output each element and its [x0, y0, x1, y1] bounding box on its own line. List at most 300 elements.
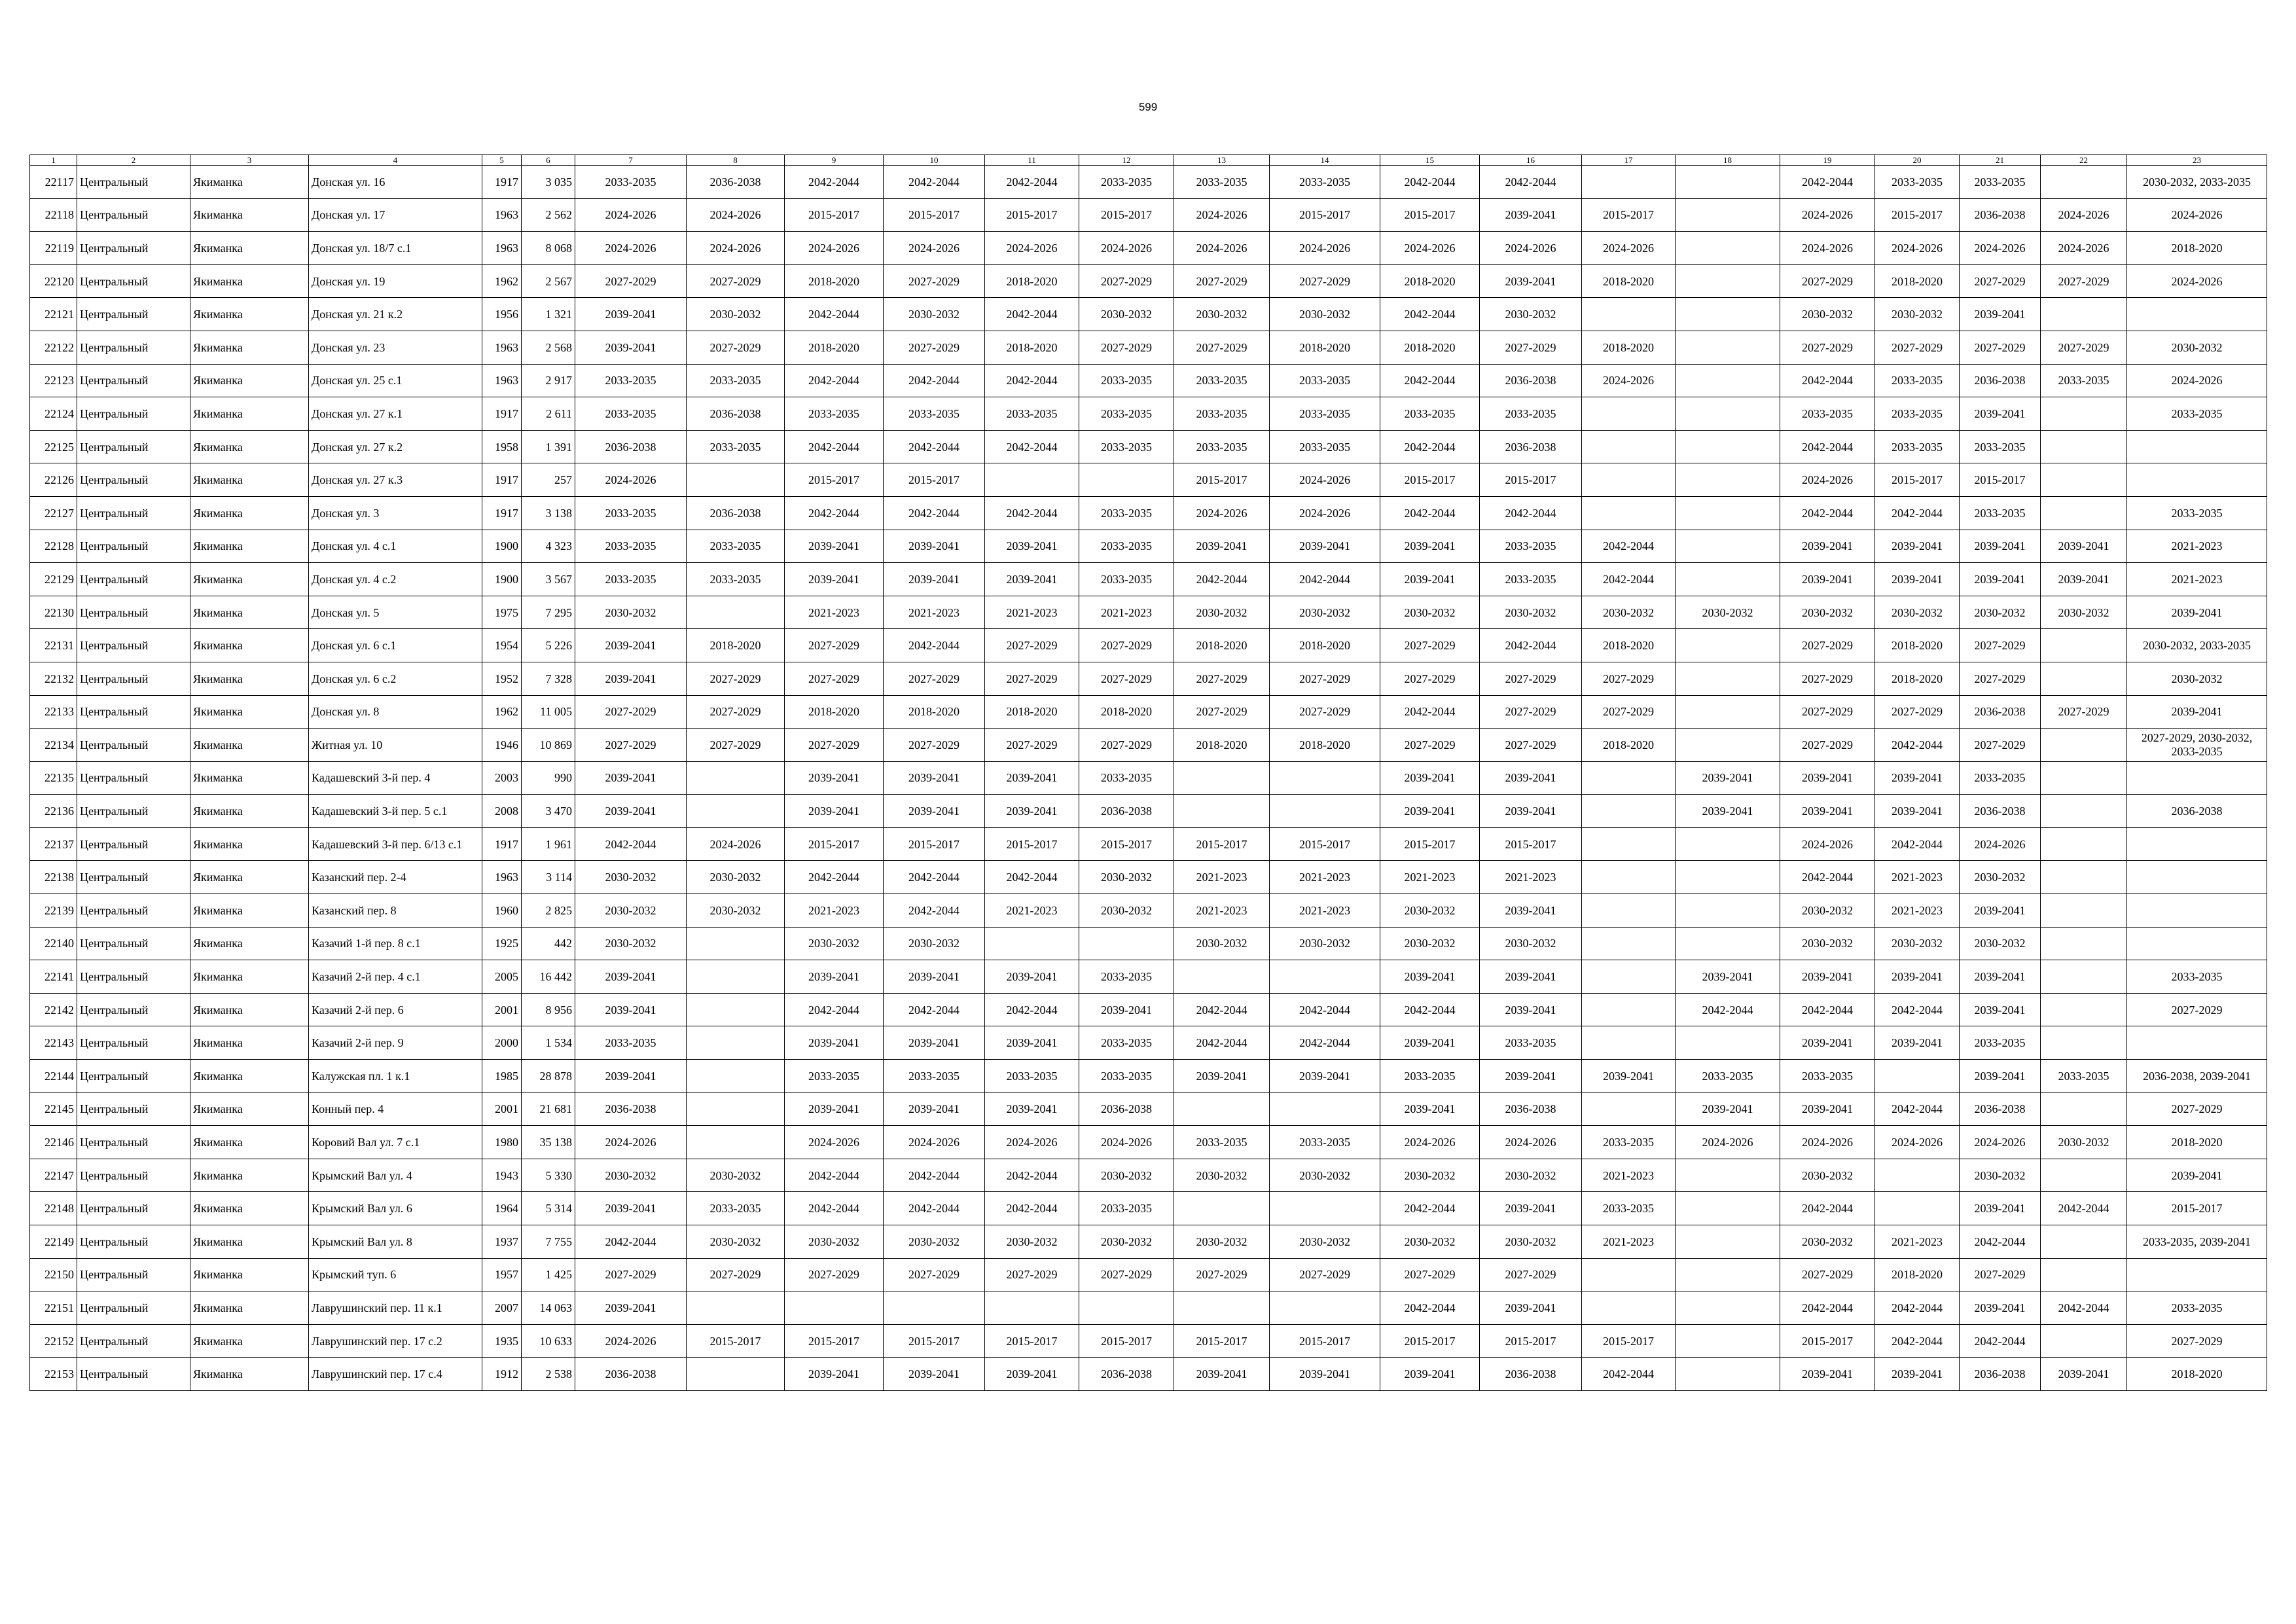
cell-col-11: 2042-2044: [985, 993, 1079, 1026]
cell-col-22: 2030-2032: [2041, 596, 2127, 629]
cell-col-15: 2024-2026: [1380, 232, 1480, 265]
cell-col-20: 2021-2023: [1875, 1225, 1960, 1259]
cell-col-12: 2036-2038: [1079, 1358, 1174, 1391]
cell-col-19: 2042-2044: [1780, 364, 1875, 397]
cell-col-9: 2042-2044: [785, 993, 884, 1026]
cell-col-7: 2042-2044: [575, 827, 687, 861]
cell-col-10: 2039-2041: [884, 795, 985, 828]
cell-col-9: 2024-2026: [785, 232, 884, 265]
cell-col-7: 2036-2038: [575, 1092, 687, 1126]
cell-col-7: 2033-2035: [575, 166, 687, 199]
cell-col-15: 2039-2041: [1380, 1026, 1480, 1060]
cell-col-19: 2030-2032: [1780, 1159, 1875, 1192]
cell-col-15: 2030-2032: [1380, 1225, 1480, 1259]
cell-col-20: 2018-2020: [1875, 1258, 1960, 1291]
cell-col-17: [1582, 166, 1676, 199]
cell-col-4: Донская ул. 4 с.2: [309, 563, 482, 596]
cell-col-16: 2039-2041: [1480, 1291, 1582, 1325]
cell-col-23: 2027-2029, 2030-2032, 2033-2035: [2127, 729, 2267, 762]
cell-col-17: 2015-2017: [1582, 198, 1676, 232]
cell-col-23: 2015-2017: [2127, 1192, 2267, 1225]
column-number-11: 11: [985, 155, 1079, 166]
cell-col-13: 2042-2044: [1174, 563, 1270, 596]
cell-col-17: 2021-2023: [1582, 1225, 1676, 1259]
cell-col-11: 2039-2041: [985, 960, 1079, 994]
cell-col-18: [1676, 430, 1780, 463]
cell-col-8: 2027-2029: [687, 695, 785, 729]
cell-col-2: Центральный: [77, 232, 190, 265]
cell-col-12: 2021-2023: [1079, 596, 1174, 629]
cell-col-15: 2042-2044: [1380, 1291, 1480, 1325]
cell-col-19: 2039-2041: [1780, 761, 1875, 795]
cell-col-21: 2033-2035: [1960, 1026, 2041, 1060]
cell-col-23: 2024-2026: [2127, 198, 2267, 232]
cell-col-8: [687, 1291, 785, 1325]
cell-col-16: 2027-2029: [1480, 695, 1582, 729]
cell-col-19: 2039-2041: [1780, 1026, 1875, 1060]
cell-col-15: 2018-2020: [1380, 331, 1480, 364]
page-number: 599: [1138, 101, 1158, 113]
cell-col-8: 2030-2032: [687, 1225, 785, 1259]
cell-col-4: Донская ул. 18/7 с.1: [309, 232, 482, 265]
cell-col-3: Якиманка: [190, 331, 309, 364]
cell-col-4: Донская ул. 6 с.1: [309, 629, 482, 662]
cell-col-19: 2030-2032: [1780, 596, 1875, 629]
cell-col-22: [2041, 1225, 2127, 1259]
table-row: [30, 1225, 2267, 1259]
cell-col-3: Якиманка: [190, 1225, 309, 1259]
cell-col-2: Центральный: [77, 1291, 190, 1325]
cell-col-6: 257: [522, 463, 575, 497]
cell-col-21: 2039-2041: [1960, 298, 2041, 331]
table-row: [30, 827, 2267, 861]
cell-col-12: 2027-2029: [1079, 264, 1174, 298]
cell-col-4: Казачий 1-й пер. 8 с.1: [309, 927, 482, 960]
cell-col-2: Центральный: [77, 1324, 190, 1358]
cell-col-17: [1582, 861, 1676, 894]
cell-col-12: 2030-2032: [1079, 861, 1174, 894]
cell-col-8: 2024-2026: [687, 827, 785, 861]
table-row: [30, 596, 2267, 629]
cell-col-6: 3 567: [522, 563, 575, 596]
cell-col-11: 2042-2044: [985, 166, 1079, 199]
cell-col-21: 2039-2041: [1960, 1291, 2041, 1325]
cell-col-19: 2033-2035: [1780, 1060, 1875, 1093]
cell-col-16: 2033-2035: [1480, 1026, 1582, 1060]
cell-col-14: 2027-2029: [1270, 1258, 1380, 1291]
cell-col-19: 2042-2044: [1780, 1291, 1875, 1325]
cell-col-1: 22147: [30, 1159, 77, 1192]
cell-col-14: 2033-2035: [1270, 1126, 1380, 1159]
cell-col-16: 2039-2041: [1480, 1060, 1582, 1093]
cell-col-2: Центральный: [77, 795, 190, 828]
cell-col-17: [1582, 1092, 1676, 1126]
cell-col-15: 2021-2023: [1380, 861, 1480, 894]
cell-col-14: 2024-2026: [1270, 463, 1380, 497]
cell-col-13: 2027-2029: [1174, 662, 1270, 695]
cell-col-8: 2027-2029: [687, 1258, 785, 1291]
cell-col-15: 2030-2032: [1380, 894, 1480, 928]
cell-col-2: Центральный: [77, 298, 190, 331]
cell-col-15: 2042-2044: [1380, 993, 1480, 1026]
cell-col-15: 2039-2041: [1380, 530, 1480, 563]
cell-col-21: 2039-2041: [1960, 960, 2041, 994]
cell-col-10: 2030-2032: [884, 1225, 985, 1259]
cell-col-22: 2027-2029: [2041, 264, 2127, 298]
cell-col-2: Центральный: [77, 1358, 190, 1391]
cell-col-14: [1270, 795, 1380, 828]
cell-col-11: 2027-2029: [985, 729, 1079, 762]
cell-col-7: 2036-2038: [575, 1358, 687, 1391]
cell-col-13: [1174, 1291, 1270, 1325]
cell-col-12: 2033-2035: [1079, 563, 1174, 596]
cell-col-3: Якиманка: [190, 430, 309, 463]
cell-col-18: 2024-2026: [1676, 1126, 1780, 1159]
cell-col-11: 2042-2044: [985, 430, 1079, 463]
cell-col-9: 2039-2041: [785, 563, 884, 596]
cell-col-8: 2030-2032: [687, 298, 785, 331]
cell-col-23: [2127, 894, 2267, 928]
cell-col-8: [687, 1026, 785, 1060]
cell-col-19: 2042-2044: [1780, 861, 1875, 894]
cell-col-10: 2027-2029: [884, 331, 985, 364]
cell-col-12: 2033-2035: [1079, 960, 1174, 994]
cell-col-17: 2021-2023: [1582, 1159, 1676, 1192]
cell-col-11: 2033-2035: [985, 397, 1079, 431]
cell-col-9: 2015-2017: [785, 463, 884, 497]
table-row: [30, 397, 2267, 431]
table-row: [30, 1258, 2267, 1291]
cell-col-13: [1174, 1092, 1270, 1126]
cell-col-3: Якиманка: [190, 629, 309, 662]
cell-col-12: 2027-2029: [1079, 629, 1174, 662]
cell-col-18: [1676, 729, 1780, 762]
cell-col-5: 1925: [482, 927, 522, 960]
cell-col-14: [1270, 761, 1380, 795]
cell-col-1: 22133: [30, 695, 77, 729]
cell-col-3: Якиманка: [190, 264, 309, 298]
cell-col-13: 2024-2026: [1174, 232, 1270, 265]
cell-col-19: 2030-2032: [1780, 927, 1875, 960]
cell-col-5: 2003: [482, 761, 522, 795]
cell-col-4: Донская ул. 25 с.1: [309, 364, 482, 397]
cell-col-9: 2039-2041: [785, 1026, 884, 1060]
cell-col-17: [1582, 993, 1676, 1026]
cell-col-1: 22123: [30, 364, 77, 397]
cell-col-22: [2041, 729, 2127, 762]
table-row: [30, 563, 2267, 596]
cell-col-5: 1917: [482, 496, 522, 530]
cell-col-18: [1676, 166, 1780, 199]
cell-col-13: 2033-2035: [1174, 397, 1270, 431]
cell-col-22: 2033-2035: [2041, 1060, 2127, 1093]
cell-col-3: Якиманка: [190, 1258, 309, 1291]
cell-col-9: 2042-2044: [785, 166, 884, 199]
cell-col-7: 2033-2035: [575, 496, 687, 530]
cell-col-2: Центральный: [77, 563, 190, 596]
cell-col-1: 22141: [30, 960, 77, 994]
cell-col-5: 1917: [482, 166, 522, 199]
cell-col-18: [1676, 827, 1780, 861]
cell-col-3: Якиманка: [190, 795, 309, 828]
cell-col-21: 2015-2017: [1960, 463, 2041, 497]
cell-col-5: 1912: [482, 1358, 522, 1391]
cell-col-21: 2039-2041: [1960, 563, 2041, 596]
cell-col-10: 2042-2044: [884, 861, 985, 894]
cell-col-11: 2042-2044: [985, 298, 1079, 331]
cell-col-17: [1582, 430, 1676, 463]
cell-col-13: 2030-2032: [1174, 596, 1270, 629]
cell-col-8: [687, 1060, 785, 1093]
cell-col-3: Якиманка: [190, 1358, 309, 1391]
cell-col-22: [2041, 960, 2127, 994]
cell-col-15: 2039-2041: [1380, 795, 1480, 828]
cell-col-7: 2030-2032: [575, 596, 687, 629]
cell-col-10: 2027-2029: [884, 729, 985, 762]
cell-col-16: 2039-2041: [1480, 1192, 1582, 1225]
cell-col-13: 2015-2017: [1174, 1324, 1270, 1358]
cell-col-4: Донская ул. 27 к.2: [309, 430, 482, 463]
cell-col-9: 2039-2041: [785, 530, 884, 563]
cell-col-11: 2042-2044: [985, 1159, 1079, 1192]
cell-col-19: 2027-2029: [1780, 331, 1875, 364]
cell-col-11: 2033-2035: [985, 1060, 1079, 1093]
cell-col-13: 2021-2023: [1174, 861, 1270, 894]
cell-col-9: 2027-2029: [785, 662, 884, 695]
cell-col-14: 2027-2029: [1270, 662, 1380, 695]
cell-col-1: 22124: [30, 397, 77, 431]
cell-col-7: 2039-2041: [575, 298, 687, 331]
table-row: [30, 629, 2267, 662]
cell-col-4: Казачий 2-й пер. 4 с.1: [309, 960, 482, 994]
cell-col-7: 2024-2026: [575, 232, 687, 265]
cell-col-21: 2027-2029: [1960, 662, 2041, 695]
cell-col-3: Якиманка: [190, 827, 309, 861]
cell-col-15: 2042-2044: [1380, 166, 1480, 199]
cell-col-18: [1676, 397, 1780, 431]
cell-col-18: [1676, 463, 1780, 497]
cell-col-10: 2042-2044: [884, 430, 985, 463]
cell-col-23: 2018-2020: [2127, 232, 2267, 265]
cell-col-8: 2036-2038: [687, 397, 785, 431]
cell-col-22: [2041, 662, 2127, 695]
column-number-20: 20: [1875, 155, 1960, 166]
cell-col-16: 2042-2044: [1480, 629, 1582, 662]
cell-col-20: 2024-2026: [1875, 232, 1960, 265]
cell-col-23: [2127, 463, 2267, 497]
cell-col-22: 2039-2041: [2041, 530, 2127, 563]
cell-col-9: 2018-2020: [785, 264, 884, 298]
cell-col-4: Донская ул. 4 с.1: [309, 530, 482, 563]
cell-col-9: 2018-2020: [785, 695, 884, 729]
cell-col-17: 2033-2035: [1582, 1126, 1676, 1159]
cell-col-13: 2015-2017: [1174, 463, 1270, 497]
cell-col-22: [2041, 1026, 2127, 1060]
cell-col-20: 2042-2044: [1875, 1291, 1960, 1325]
cell-col-9: 2024-2026: [785, 1126, 884, 1159]
cell-col-5: 1900: [482, 530, 522, 563]
cell-col-7: 2027-2029: [575, 695, 687, 729]
cell-col-4: Кадашевский 3-й пер. 5 с.1: [309, 795, 482, 828]
cell-col-12: 2018-2020: [1079, 695, 1174, 729]
cell-col-19: 2039-2041: [1780, 1358, 1875, 1391]
table-row: [30, 1291, 2267, 1325]
cell-col-16: 2021-2023: [1480, 861, 1582, 894]
cell-col-16: 2015-2017: [1480, 463, 1582, 497]
cell-col-11: 2027-2029: [985, 662, 1079, 695]
cell-col-23: 2018-2020: [2127, 1358, 2267, 1391]
column-number-4: 4: [309, 155, 482, 166]
cell-col-20: 2021-2023: [1875, 861, 1960, 894]
cell-col-2: Центральный: [77, 596, 190, 629]
cell-col-18: [1676, 331, 1780, 364]
cell-col-2: Центральный: [77, 861, 190, 894]
column-number-5: 5: [482, 155, 522, 166]
cell-col-13: 2030-2032: [1174, 927, 1270, 960]
cell-col-1: 22144: [30, 1060, 77, 1093]
cell-col-4: Житная ул. 10: [309, 729, 482, 762]
cell-col-21: 2039-2041: [1960, 530, 2041, 563]
cell-col-3: Якиманка: [190, 198, 309, 232]
column-number-23: 23: [2127, 155, 2267, 166]
cell-col-2: Центральный: [77, 166, 190, 199]
cell-col-21: 2030-2032: [1960, 1159, 2041, 1192]
cell-col-16: 2039-2041: [1480, 795, 1582, 828]
cell-col-4: Донская ул. 8: [309, 695, 482, 729]
cell-col-11: 2039-2041: [985, 563, 1079, 596]
cell-col-20: 2018-2020: [1875, 662, 1960, 695]
cell-col-4: Коровий Вал ул. 7 с.1: [309, 1126, 482, 1159]
cell-col-5: 1958: [482, 430, 522, 463]
cell-col-7: 2042-2044: [575, 1225, 687, 1259]
cell-col-3: Якиманка: [190, 927, 309, 960]
cell-col-15: 2039-2041: [1380, 960, 1480, 994]
cell-col-3: Якиманка: [190, 1126, 309, 1159]
table-row: [30, 960, 2267, 994]
cell-col-16: 2039-2041: [1480, 993, 1582, 1026]
cell-col-8: [687, 596, 785, 629]
cell-col-17: 2030-2032: [1582, 596, 1676, 629]
cell-col-2: Центральный: [77, 331, 190, 364]
cell-col-12: 2039-2041: [1079, 993, 1174, 1026]
cell-col-15: 2015-2017: [1380, 198, 1480, 232]
cell-col-10: 2039-2041: [884, 1092, 985, 1126]
cell-col-11: 2039-2041: [985, 795, 1079, 828]
table-row: [30, 1026, 2267, 1060]
cell-col-14: [1270, 1092, 1380, 1126]
cell-col-12: 2033-2035: [1079, 1192, 1174, 1225]
cell-col-3: Якиманка: [190, 463, 309, 497]
cell-col-1: 22122: [30, 331, 77, 364]
cell-col-6: 3 138: [522, 496, 575, 530]
cell-col-16: 2027-2029: [1480, 331, 1582, 364]
cell-col-22: 2033-2035: [2041, 364, 2127, 397]
cell-col-11: 2042-2044: [985, 496, 1079, 530]
cell-col-13: [1174, 761, 1270, 795]
cell-col-19: 2030-2032: [1780, 1225, 1875, 1259]
cell-col-3: Якиманка: [190, 596, 309, 629]
cell-col-16: 2036-2038: [1480, 430, 1582, 463]
cell-col-23: 2027-2029: [2127, 993, 2267, 1026]
cell-col-8: [687, 761, 785, 795]
cell-col-19: 2024-2026: [1780, 198, 1875, 232]
cell-col-6: 10 633: [522, 1324, 575, 1358]
cell-col-18: [1676, 1026, 1780, 1060]
table-row: [30, 232, 2267, 265]
cell-col-16: 2015-2017: [1480, 1324, 1582, 1358]
cell-col-2: Центральный: [77, 463, 190, 497]
cell-col-16: 2033-2035: [1480, 397, 1582, 431]
column-number-9: 9: [785, 155, 884, 166]
column-number-14: 14: [1270, 155, 1380, 166]
cell-col-16: 2039-2041: [1480, 198, 1582, 232]
cell-col-21: 2036-2038: [1960, 795, 2041, 828]
cell-col-10: 2027-2029: [884, 662, 985, 695]
cell-col-15: 2042-2044: [1380, 695, 1480, 729]
cell-col-2: Центральный: [77, 960, 190, 994]
table-row: [30, 894, 2267, 928]
cell-col-21: 2036-2038: [1960, 364, 2041, 397]
cell-col-19: 2039-2041: [1780, 1092, 1875, 1126]
cell-col-5: 2000: [482, 1026, 522, 1060]
cell-col-1: 22139: [30, 894, 77, 928]
cell-col-12: 2033-2035: [1079, 530, 1174, 563]
cell-col-21: 2036-2038: [1960, 198, 2041, 232]
cell-col-3: Якиманка: [190, 232, 309, 265]
cell-col-11: 2021-2023: [985, 596, 1079, 629]
cell-col-12: 2024-2026: [1079, 232, 1174, 265]
cell-col-2: Центральный: [77, 761, 190, 795]
cell-col-9: 2039-2041: [785, 960, 884, 994]
cell-col-18: [1676, 662, 1780, 695]
cell-col-16: 2030-2032: [1480, 927, 1582, 960]
cell-col-10: 2039-2041: [884, 960, 985, 994]
table-row: [30, 1159, 2267, 1192]
cell-col-13: [1174, 795, 1270, 828]
table-row: [30, 861, 2267, 894]
cell-col-23: [2127, 927, 2267, 960]
cell-col-18: [1676, 1258, 1780, 1291]
cell-col-22: 2027-2029: [2041, 331, 2127, 364]
cell-col-21: 2027-2029: [1960, 264, 2041, 298]
cell-col-3: Якиманка: [190, 1324, 309, 1358]
cell-col-21: 2024-2026: [1960, 232, 2041, 265]
cell-col-3: Якиманка: [190, 662, 309, 695]
cell-col-2: Центральный: [77, 1192, 190, 1225]
cell-col-10: 2042-2044: [884, 364, 985, 397]
column-number-22: 22: [2041, 155, 2127, 166]
cell-col-10: 2042-2044: [884, 894, 985, 928]
cell-col-8: 2027-2029: [687, 331, 785, 364]
cell-col-12: 2015-2017: [1079, 1324, 1174, 1358]
cell-col-5: 1917: [482, 463, 522, 497]
cell-col-15: 2039-2041: [1380, 563, 1480, 596]
cell-col-18: 2030-2032: [1676, 596, 1780, 629]
cell-col-21: 2030-2032: [1960, 927, 2041, 960]
cell-col-4: Донская ул. 27 к.3: [309, 463, 482, 497]
cell-col-9: 2030-2032: [785, 927, 884, 960]
cell-col-9: 2042-2044: [785, 364, 884, 397]
cell-col-15: 2018-2020: [1380, 264, 1480, 298]
cell-col-14: 2042-2044: [1270, 563, 1380, 596]
cell-col-14: 2015-2017: [1270, 1324, 1380, 1358]
cell-col-18: [1676, 1358, 1780, 1391]
cell-col-15: 2039-2041: [1380, 761, 1480, 795]
cell-col-10: 2015-2017: [884, 198, 985, 232]
cell-col-1: 22119: [30, 232, 77, 265]
cell-col-7: 2039-2041: [575, 1192, 687, 1225]
cell-col-22: 2027-2029: [2041, 695, 2127, 729]
